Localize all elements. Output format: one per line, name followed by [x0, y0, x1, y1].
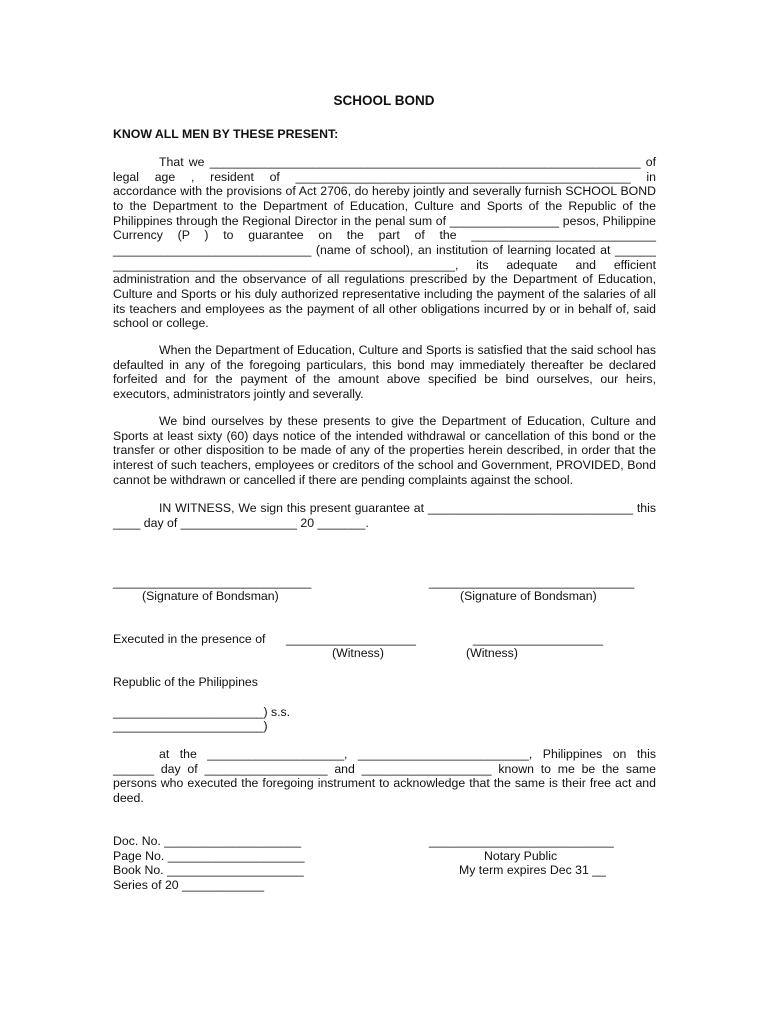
document-title: SCHOOL BOND	[333, 93, 435, 108]
paragraph-2	[113, 343, 656, 402]
paragraph-line: school or college.	[113, 316, 209, 331]
republic-label: Republic of the Philippines	[113, 675, 258, 689]
signature-line-right: ______________________________	[429, 575, 635, 589]
paragraph-line: Currency (P ) to guarantee on the part of the ___________________________	[113, 228, 656, 243]
term-expires: My term expires Dec 31 __	[459, 863, 606, 877]
paragraph-line: persons who executed the foregoing instrument to acknowledge that the same is their free act and	[113, 776, 656, 791]
paragraph-5	[113, 747, 656, 806]
paragraph-4	[113, 501, 656, 530]
ss-line-1: ______________________) s.s.	[113, 705, 291, 719]
series: Series of 20 ____________	[113, 878, 265, 892]
paragraph-line: ____ day of _________________ 20 _______.	[113, 515, 369, 530]
paragraph-3	[113, 414, 656, 487]
paragraph-line: to the Department to the Department of Education, Culture and Sports of the Republic of the	[113, 198, 656, 213]
paragraph-line: cannot be withdrawn or cancelled if there are pending complaints against the school.	[113, 472, 574, 487]
paragraph-line: Philippines through the Regional Director in the penal sum of ________________ pesos, Philippine	[113, 213, 656, 228]
paragraph-line: We bind ourselves by these presents to give the Department of Education, Culture and	[159, 414, 656, 428]
paragraph-line: administration and the observance of all regulations prescribed by the Department of Education,	[113, 272, 656, 287]
paragraph-line: __________________________________________________, its adequate and efficient	[113, 257, 656, 272]
notary-line: ___________________________	[429, 834, 614, 848]
paragraph-line: IN WITNESS, We sign this present guarantee at ______________________________ this	[159, 501, 656, 515]
witness-line-1: ___________________	[286, 632, 416, 646]
paragraph-line: its teachers and employees as the payment of all other obligations incurred by or in behalf of, said	[113, 301, 656, 316]
paragraph-line: executors, administrators jointly and severally.	[113, 386, 364, 401]
paragraph-line: _____________________________ (name of school), an institution of learning located at ______	[113, 242, 656, 257]
paragraph-line: Sports at least sixty (60) days notice of the intended withdrawal or cancellation of this bond or the	[113, 428, 656, 443]
signature-label-right: (Signature of Bondsman)	[460, 589, 597, 603]
book-no: Book No. ____________________	[113, 863, 304, 877]
notary-label: Notary Public	[484, 849, 558, 863]
paragraph-line: forfeited and for the payment of the amount above specified be bind ourselves, our heirs,	[113, 372, 656, 387]
paragraph-line: ______ day of __________________ and ___________________ known to me be the same	[113, 761, 656, 776]
paragraph-1	[113, 155, 656, 331]
executed-label: Executed in the presence of	[113, 632, 266, 646]
witness-line-2: ___________________	[473, 632, 603, 646]
paragraph-line: deed.	[113, 790, 144, 805]
witness-label-1: (Witness)	[332, 646, 384, 660]
witness-label-2: (Witness)	[466, 646, 518, 660]
paragraph-line: When the Department of Education, Culture and Sports is satisfied that the said school has	[159, 343, 656, 357]
paragraph-line: legal age , resident of _________________________________________________ in	[113, 169, 656, 184]
signature-label-left: (Signature of Bondsman)	[142, 589, 279, 603]
paragraph-line: defaulted in any of the foregoing particulars, this bond may immediately thereafter be declared	[113, 357, 656, 372]
paragraph-line: interest of such teachers, employees or creditors of the school and Government, PROVIDED, Bond	[113, 457, 656, 472]
paragraph-line: transfer or other disposition to be made of any of the properties herein described, in order that the	[113, 443, 656, 458]
paragraph-line: Culture and Sports or his duly authorized representative including the payment of the salaries of all	[113, 286, 656, 301]
paragraph-line: accordance with the provisions of Act 2706, do hereby jointly and severally furnish SCHOOL BOND	[113, 184, 656, 199]
document-heading: KNOW ALL MEN BY THESE PRESENT:	[113, 127, 339, 141]
paragraph-line: at the ____________________, _________________________, Philippines on this	[159, 747, 656, 761]
doc-no: Doc. No. ____________________	[113, 834, 302, 848]
ss-line-2: ______________________)	[113, 719, 268, 733]
page-no: Page No. ____________________	[113, 849, 305, 863]
paragraph-line: That we _______________________________________________________________ of	[159, 155, 656, 169]
signature-line-left: _____________________________	[113, 575, 312, 589]
